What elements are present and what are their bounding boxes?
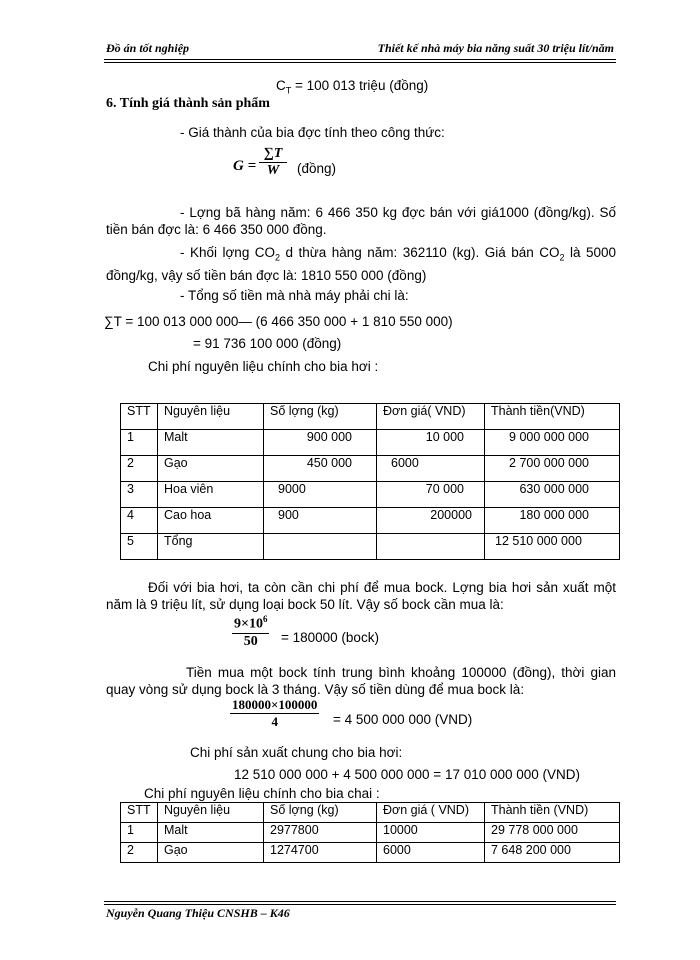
bock-count-result: = 180000 (bock) [281,630,379,645]
cell-qty: 900 000 [264,430,377,456]
cell-material: Tổng [158,534,264,560]
para-co2: - Khối lợng $CO_2$ d thừa hàng năm: 362110 (kg). Giá bán $CO_2$ là 5000 đồng/kg, vậy số tiền bán đợc là: 1810 550 000 (đồng) [106,245,616,283]
cell-qty: 1274700 [264,843,377,863]
para-bock-cost: Tiền mua một bock tính trung bình khoảng 100000 (đồng), thời gian quay vòng sử dụng bock là 3 tháng. Vậy số tiền dùng để mua bock là: [106,665,616,697]
cell-price: 10 000 [377,430,485,456]
cell-amount: 2 700 000 000 [485,456,620,482]
col-header: Đơn giá ( VND) [377,803,485,823]
cell-qty: 900 [264,508,377,534]
cell-price: 6000 [377,843,485,863]
table-total-row [121,534,620,560]
para-ba: - Lợng bã hàng năm: 6 466 350 kg đợc bán với giá1000 (đồng/kg). Số tiền bán đợc là: 6 466 350 000 đồng. [106,205,616,237]
table-row [121,823,620,843]
cell-price [377,534,485,560]
col-header: STT [121,404,158,430]
col-header: Thành tiền(VND) [485,404,620,430]
cell-stt: 5 [121,534,158,560]
cell-price: 200000 [377,508,485,534]
col-header: Số lợng (kg) [264,803,377,823]
col-header: Đơn giá( VND) [377,404,485,430]
cell-qty: 2977800 [264,823,377,843]
formula-lhs: G = [233,158,257,174]
table-header-row [121,803,620,823]
cell-stt: 1 [121,430,158,456]
cell-amount: 12 510 000 000 [485,534,620,560]
table-row [121,430,620,456]
table-row [121,482,620,508]
header-rule [104,59,616,63]
cell-material: Hoa viên [158,482,264,508]
col-header: Nguyên liệu [158,404,264,430]
col-header: Thành tiền (VND) [485,803,620,823]
cell-material: Gạo [158,843,264,863]
ct-line: $C_T = 100$ 013 triệu (đồng) [276,78,429,96]
cell-amount: 180 000 000 [485,508,620,534]
cell-stt: 1 [121,823,158,843]
cell-stt: 4 [121,508,158,534]
table-draft-beer [120,403,620,560]
col-header: Nguyên liệu [158,803,264,823]
table-header-row [121,404,620,430]
bock-cost-result: = 4 500 000 000 (VND) [333,712,473,727]
cell-amount: 9 000 000 000 [485,430,620,456]
header-left: Đồ án tốt nghiệp [106,41,190,55]
cell-qty [264,534,377,560]
para-total-intro: - Tổng số tiền mà nhà máy phải chi là: [180,288,409,303]
para-bock: Đối với bia hơi, ta còn cần chi phí để mua bock. Lợng bia hơi sản xuất một năm là 9 triệu lít, sử dụng loại bock 50 lít. Vậy số bock cần mua là: [106,580,616,612]
table1-caption: Chi phí nguyên liệu chính cho bia hơi : [148,359,379,374]
col-header: Số lợng (kg) [264,404,377,430]
table-bottled-beer [120,802,620,863]
bock-count-fraction: $\frac{9\times 10^6}{50}$ [234,614,268,649]
cell-amount: 29 778 000 000 [485,823,620,843]
header-right: Thiết kế nhà máy bia năng suất 30 triệu lít/năm [377,41,614,55]
cell-material: Cao hoa [158,508,264,534]
general-cost-label: Chi phí sản xuất chung cho bia hơi: [190,745,403,760]
table-row [121,843,620,863]
section-title: 6. Tính giá thành sản phẩm [106,96,270,111]
cell-amount: 7 648 200 000 [485,843,620,863]
cell-price: 70 000 [377,482,485,508]
cell-material: Malt [158,430,264,456]
sum-line-2: = 91 736 100 000 (đồng) [193,336,342,351]
cell-qty: 450 000 [264,456,377,482]
formula-fraction: $\frac{\sum T}{W}$ [259,146,287,179]
footer-author: Nguyễn Quang Thiệu CNSHB – K46 [106,906,290,920]
table-row [121,456,620,482]
footer-rule [104,901,616,905]
cell-amount: 630 000 000 [485,482,620,508]
cell-price: 10000 [377,823,485,843]
cell-stt: 2 [121,843,158,863]
bock-cost-fraction: $\frac{180000\times 100000}{4}$ [232,697,318,729]
cell-qty: 9000 [264,482,377,508]
cell-material: Gạo [158,456,264,482]
col-header: STT [121,803,158,823]
cell-material: Malt [158,823,264,843]
cell-stt: 2 [121,456,158,482]
sum-line-1: ∑T = 100 013 000 000— (6 466 350 000 + 1 810 550 000) [104,314,453,329]
formula-intro: - Giá thành của bia đợc tính theo công thức: [180,125,445,140]
cell-stt: 3 [121,482,158,508]
cell-price: 6000 [377,456,485,482]
table2-caption: Chi phí nguyên liệu chính cho bia chai : [144,786,380,801]
general-cost-value: 12 510 000 000 + 4 500 000 000 = 17 010 000 000 (VND) [234,767,581,782]
table-row [121,508,620,534]
formula-unit: (đồng) [297,161,337,176]
